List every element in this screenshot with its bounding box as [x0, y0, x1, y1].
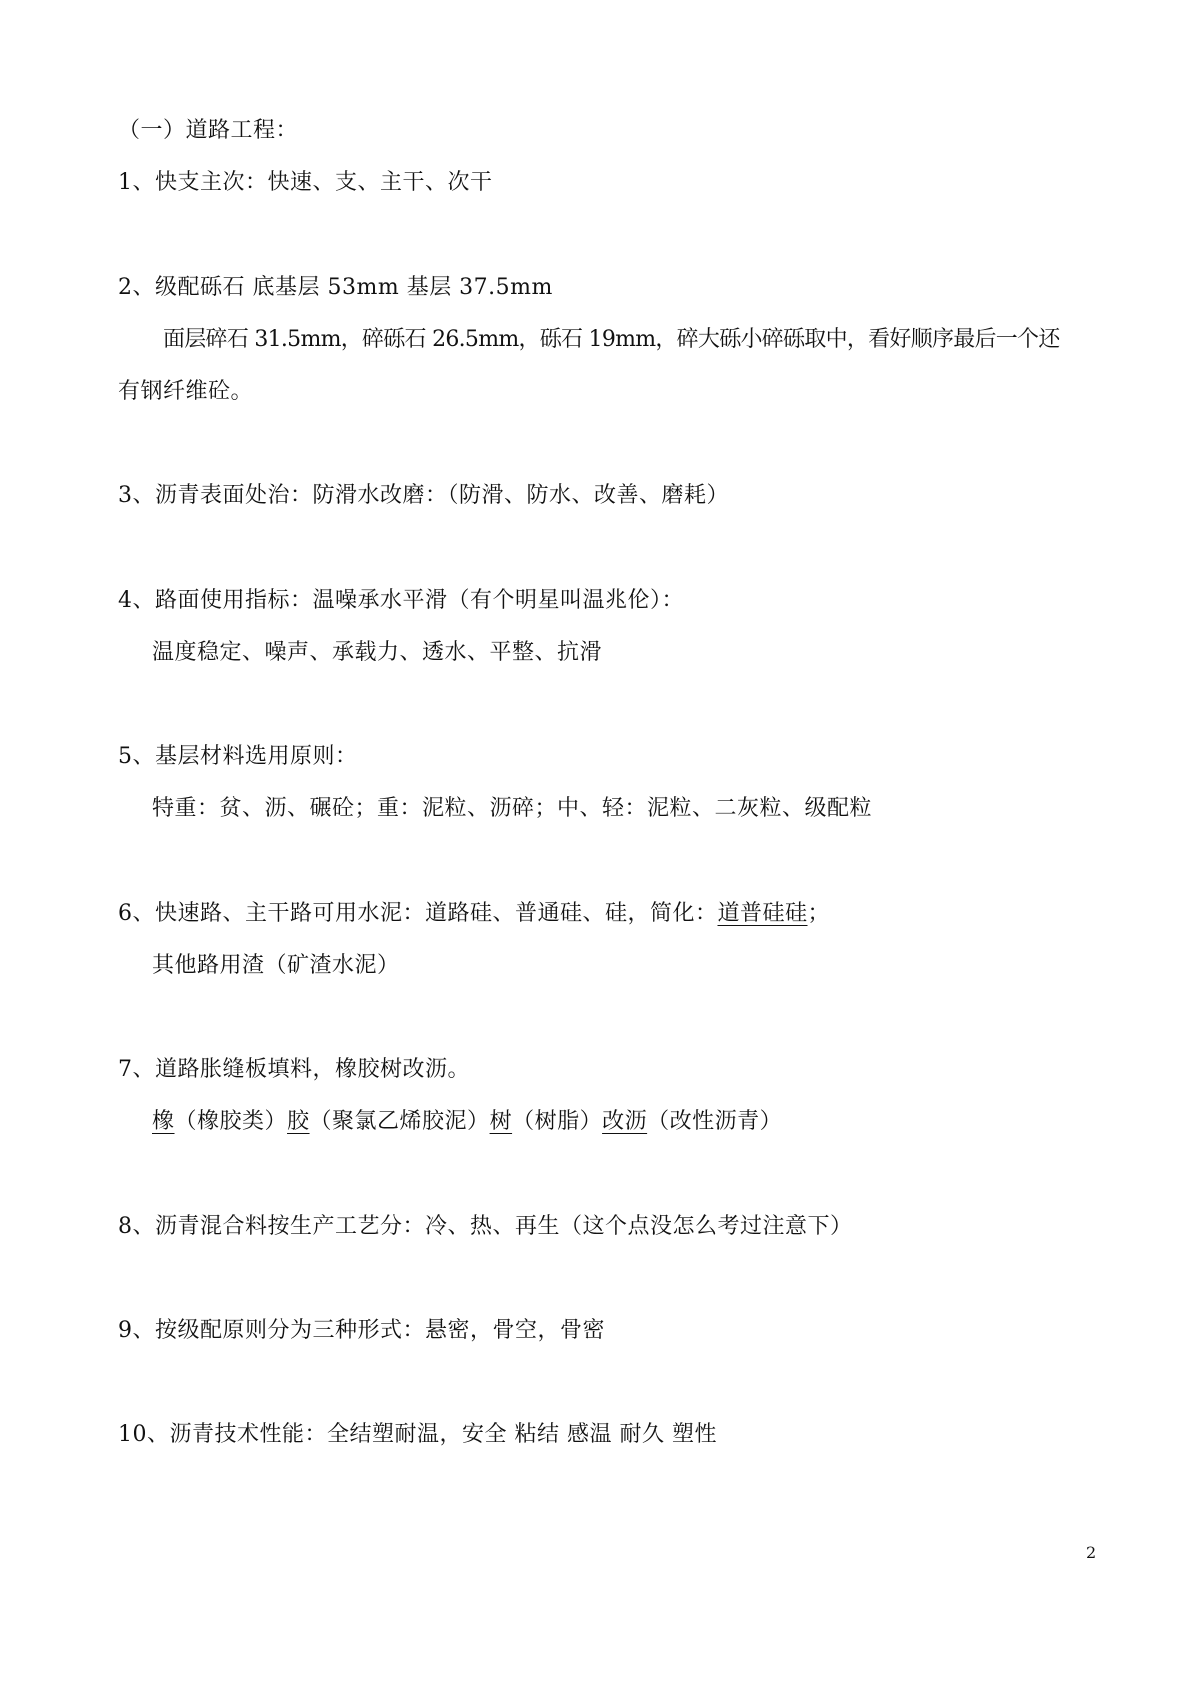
section-heading: （一）道路工程： [118, 118, 299, 143]
item-5-line-1: 5、基层材料选用原则： [118, 744, 358, 769]
page-number: 2 [1086, 1543, 1097, 1562]
item-6-punctuation: ； [807, 901, 831, 926]
mnemonic-key: 改沥 [602, 1109, 648, 1134]
mnemonic-key: 胶 [287, 1109, 310, 1134]
mnemonic-detail: （聚氯乙烯胶泥） [309, 1109, 490, 1134]
mnemonic-detail: （树脂） [512, 1109, 603, 1134]
item-9: 9、按级配原则分为三种形式：悬密，骨空，骨密 [118, 1318, 605, 1343]
item-4-line-1: 4、路面使用指标：温噪承水平滑（有个明星叫温兆伦）： [118, 588, 684, 613]
item-2-line-3: 有钢纤维砼。 [118, 379, 254, 404]
item-6-mnemonic: 道普硅硅 [717, 901, 808, 926]
item-4-line-2: 温度稳定、噪声、承载力、透水、平整、抗滑 [152, 640, 603, 665]
mnemonic-key: 橡 [152, 1109, 175, 1134]
item-10: 10、沥青技术性能：全结塑耐温，安全 粘结 感温 耐久 塑性 [118, 1422, 717, 1447]
item-7-line-2 [152, 1107, 782, 1137]
mnemonic-detail: （改性沥青） [647, 1109, 783, 1134]
item-2-line-1: 2、级配砾石 底基层 53mm 基层 37.5mm [118, 275, 553, 300]
item-2-line-2: 面层碎石 31.5mm，碎砾石 26.5mm，砾石 19mm，碎大砾小碎砾取中，看好顺序最后一个还 [163, 327, 1060, 352]
mnemonic-key: 树 [489, 1109, 513, 1134]
item-5-line-2: 特重：贫、沥、碾砼；重：泥粒、沥碎；中、轻：泥粒、二灰粒、级配粒 [152, 796, 873, 821]
item-1: 1、快支主次：快速、支、主干、次干 [118, 170, 493, 195]
item-6-text: 6、快速路、主干路可用水泥：道路硅、普通硅、硅，简化： [118, 901, 718, 926]
item-7-line-1: 7、道路胀缝板填料，橡胶树改沥。 [118, 1057, 470, 1082]
item-6-line-1 [118, 899, 830, 929]
mnemonic-detail: （橡胶类） [174, 1109, 288, 1134]
item-3: 3、沥青表面处治：防滑水改磨：（防滑、防水、改善、磨耗） [118, 483, 729, 508]
item-8: 8、沥青混合料按生产工艺分：冷、热、再生（这个点没怎么考过注意下） [118, 1214, 853, 1239]
item-6-line-2: 其他路用渣（矿渣水泥） [152, 953, 400, 978]
